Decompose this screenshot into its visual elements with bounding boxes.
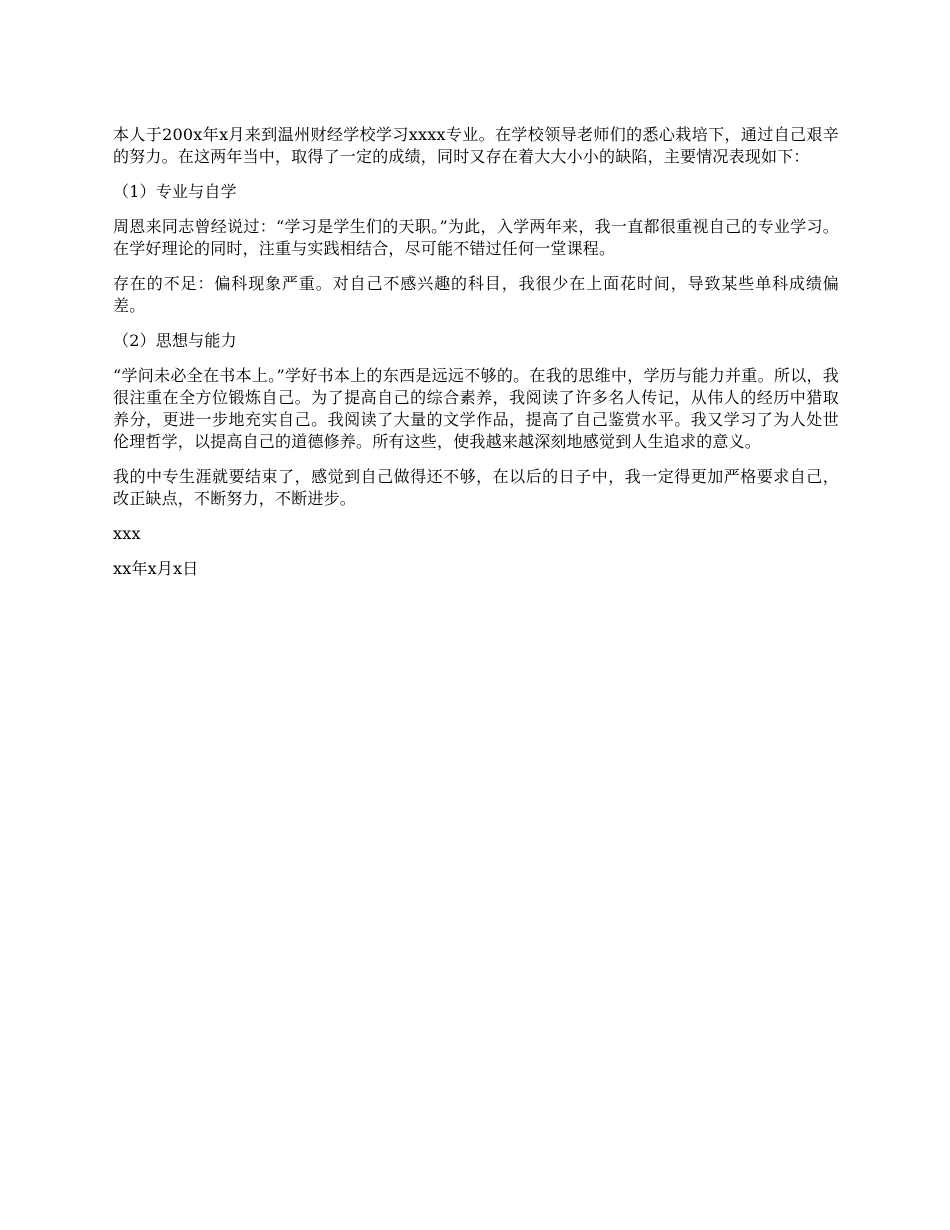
shortcoming-paragraph: 存在的不足：偏科现象严重。对自己不感兴趣的科目，我很少在上面花时间，导致某些单科成绩偏差。	[113, 274, 839, 315]
signature-name: xxx	[113, 524, 141, 543]
intro-paragraph: 本人于200x年x月来到温州财经学校学习xxxx专业。在学校领导老师们的悉心栽培下，通过自己艰辛的努力。在这两年当中，取得了一定的成绩，同时又存在着大大小小的缺陷，主要情况表现如下：	[113, 125, 839, 166]
document-body	[113, 124, 839, 593]
section-heading-thought-ability: （2）思想与能力	[113, 331, 237, 350]
signature-date: xx年x月x日	[113, 559, 199, 578]
study-paragraph: 周恩来同志曾经说过：“学习是学生们的天职。”为此，入学两年来，我一直都很重视自己的专业学习。在学好理论的同时，注重与实践相结合，尽可能不错过任何一堂课程。	[113, 217, 839, 258]
section-heading-major-self-study: （1）专业与自学	[113, 182, 237, 201]
conclusion-paragraph: 我的中专生涯就要结束了，感觉到自己做得还不够，在以后的日子中，我一定得更加严格要求自己，改正缺点，不断努力，不断进步。	[113, 467, 839, 508]
thought-paragraph: “学问未必全在书本上。”学好书本上的东西是远远不够的。在我的思维中，学历与能力并重。所以，我很注重在全方位锻炼自己。为了提高自己的综合素养，我阅读了许多名人传记，从伟人的经历中猎取养分，更进一步地充实自己。我阅读了大量的文学作品，提高了自己鉴赏水平。我又学习了为人处世伦理哲学，以提高自己的道德修养。所有这些，使我越来越深刻地感觉到人生追求的意义。	[113, 366, 839, 451]
